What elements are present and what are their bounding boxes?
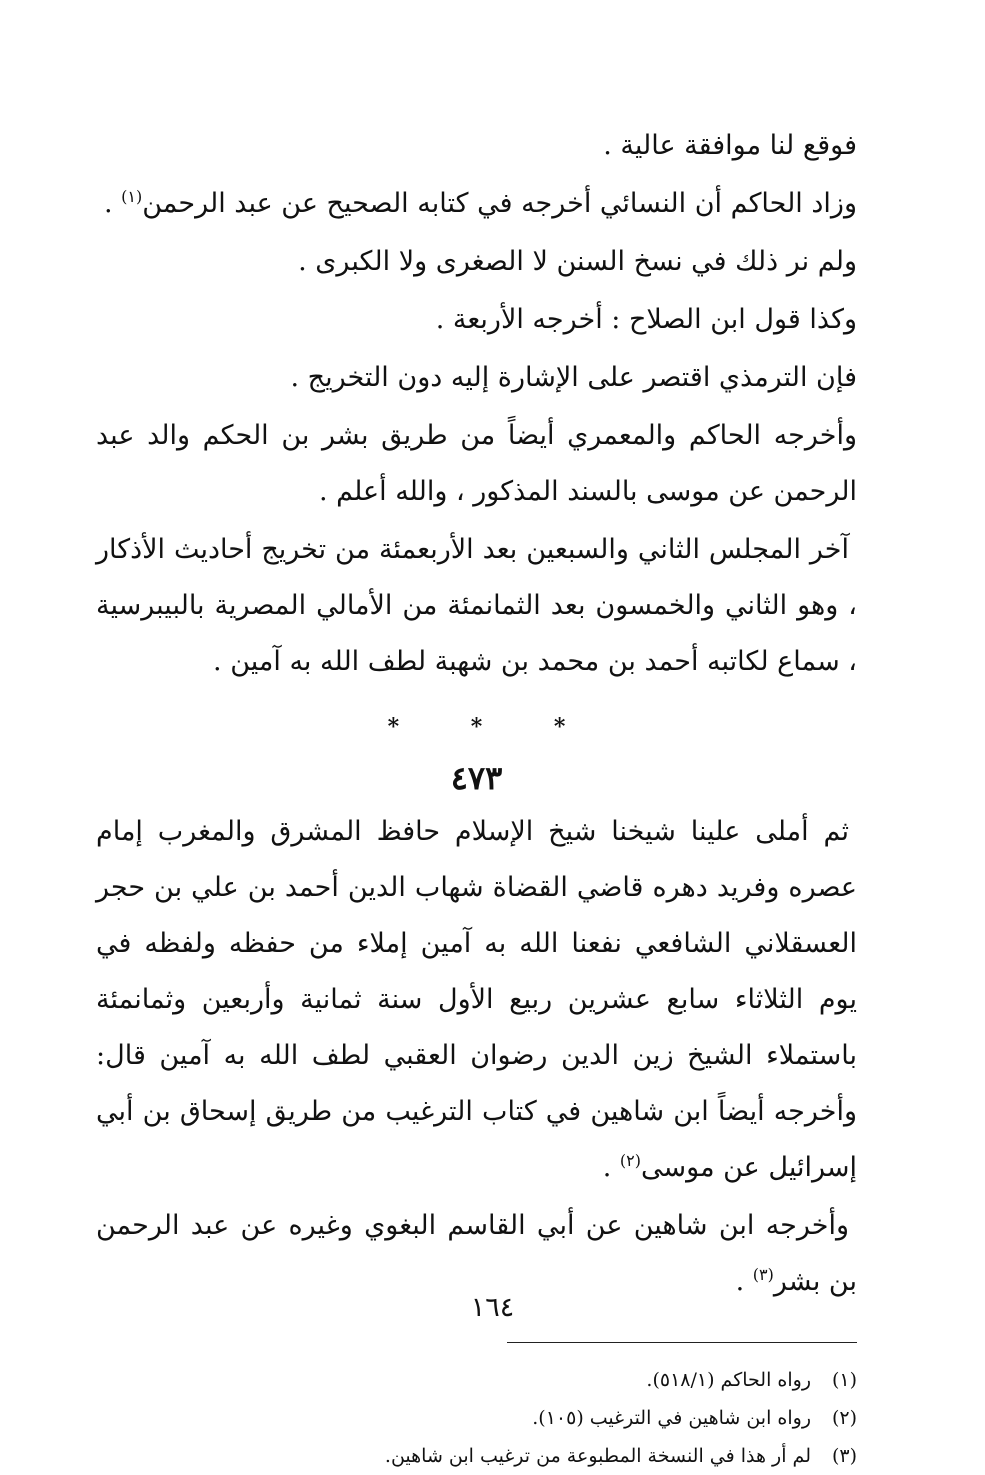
footnote xyxy=(96,1437,857,1475)
paragraph-text: وزاد الحاكم أن النسائي أخرجه في كتابه الصحيح عن عبد الرحمن xyxy=(142,188,857,219)
page-number: ١٦٤ xyxy=(470,1292,515,1323)
footnotes-list xyxy=(96,1361,857,1475)
footnote-reference[interactable]: (١) xyxy=(121,187,143,206)
footnote-reference[interactable]: (٢) xyxy=(619,1151,641,1170)
footnote-text: رواه ابن شاهين في الترغيب (١٠٥). xyxy=(532,1407,811,1429)
footnote-text: لم أر هذا في النسخة المطبوعة من ترغيب ابن شاهين. xyxy=(384,1445,811,1467)
sentence-end: . xyxy=(735,1266,753,1297)
paragraph: فإن الترمذي اقتصر على الإشارة إليه دون التخريج . xyxy=(290,362,857,393)
section-separator: * * * xyxy=(387,714,598,740)
session-end-note: آخر المجلس الثاني والسبعين بعد الأربعمئة من تخريج أحاديث الأذكار ، وهو الثاني والخمسون بعد الثمانمئة من الأمالي المصرية بالبيبرسية ، سماع لكاتبه أحمد بن محمد بن شهبة لطف الله به آمين . xyxy=(96,534,857,677)
paragraph: وكذا قول ابن الصلاح : أخرجه الأربعة . xyxy=(435,304,857,335)
footnote-number: (٣) xyxy=(831,1445,857,1467)
paragraph-with-footnote xyxy=(96,176,857,232)
paragraph: وأخرجه الحاكم والمعمري أيضاً من طريق بشر بن الحكم والد عبد الرحمن عن موسى بالسند المذكور ، والله أعلم . xyxy=(96,420,857,507)
hadith-number: ٤٧٣ xyxy=(450,759,503,797)
footnote-number: (٢) xyxy=(831,1407,857,1429)
footnote-divider xyxy=(507,1342,857,1343)
footnote-reference[interactable]: (٣) xyxy=(752,1265,774,1284)
sentence-end: . xyxy=(602,1152,620,1183)
footnote xyxy=(96,1361,857,1399)
paragraph-text: وأخرجه ابن شاهين عن أبي القاسم البغوي وغيره عن عبد الرحمن بن بشر xyxy=(96,1210,857,1297)
footnote-number: (١) xyxy=(831,1369,857,1391)
footnote xyxy=(96,1399,857,1437)
paragraph: ولم نر ذلك في نسخ السنن لا الصغرى ولا الكبرى . xyxy=(298,246,857,277)
paragraph-text: ثم أملى علينا شيخنا شيخ الإسلام حافظ المشرق والمغرب إمام عصره وفريد دهره قاضي القضاة شهاب الدين أحمد بن علي بن حجر العسقلاني الشافعي نفعنا الله به آمين إملاء من حفظه ولفظه في يوم الثلاثاء سابع عشرين ربيع الأول سنة ثمانية وأربعين وثمانمئة باستملاء الشيخ زين الدين رضوان العقبي لطف الله به آمين قال: وأخرجه أيضاً ابن شاهين في كتاب الترغيب من طريق إسحاق بن أبي إسرائيل عن موسى xyxy=(96,816,857,1183)
footnote-text: رواه الحاكم (٥١٨/١). xyxy=(646,1369,811,1391)
sentence-end: . xyxy=(103,188,122,219)
paragraph-with-footnote xyxy=(96,804,857,1196)
paragraph: فوقع لنا موافقة عالية . xyxy=(603,130,857,161)
